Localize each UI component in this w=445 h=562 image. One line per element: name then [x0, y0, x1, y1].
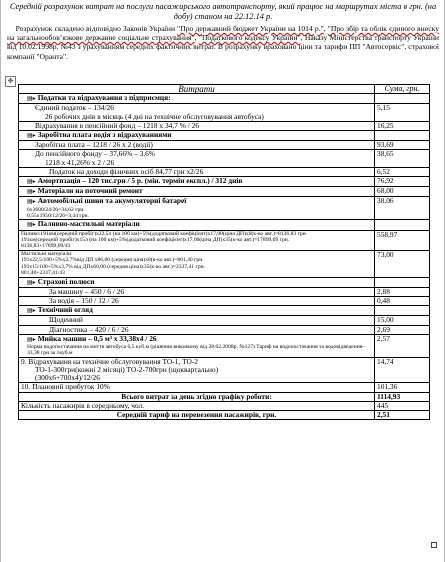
- intro-sep-1: ,: [323, 24, 328, 33]
- row-label: За водія – 150 / 12 / 26: [49, 295, 119, 305]
- list-icon: ▤▸: [27, 188, 36, 196]
- table-row: [19, 230, 430, 250]
- table-row: [19, 187, 430, 197]
- end-marker: [431, 542, 437, 548]
- row-label-cell: [19, 177, 375, 187]
- row-label: Матеріали на поточний ремонт: [37, 186, 143, 196]
- intro-text-2: , Наказу Міністерства транспорту України від 10.02.1998р. №43 з урахуванням середніх фактичних витрат. В розрахунку враховано ціни та тарифи ПП "Автосервіс", страхової компанії "Оранта".: [7, 33, 439, 61]
- row-detail: 801,40+2337,41/43: [21, 270, 65, 277]
- row-value-cell: [375, 131, 430, 141]
- row-value-cell: 38,06: [375, 197, 430, 220]
- row-label-cell: [19, 104, 375, 121]
- row-value-cell: 73,00: [375, 250, 430, 277]
- row-value-cell: 5,15: [375, 104, 430, 121]
- row-value-cell: [375, 277, 430, 287]
- row-label: Паливо:191км(середній пробіг)х22,5л (на 100 км)+5%(додатковий коефіцієнт)х17,00(ціна ДП)х8(к-ко авт.)=8136,83 грн.: [21, 230, 308, 237]
- list-icon: ▤▸: [27, 132, 36, 140]
- row-label: Єдиний податок – 134/26: [35, 103, 114, 113]
- row-value-cell: 2,69: [375, 325, 430, 334]
- row-label: Мийка машин – 0,5 м³ х 33,38х4 / 26: [37, 333, 157, 343]
- row-value-cell: 93,69: [375, 141, 430, 150]
- document-title: Середній розрахунок витрат на послуги пасажирського автотранспорту, який працює на маршрутах міста в грн. (на добу) станом на 22.12.14 р.: [9, 2, 437, 21]
- row-label: Щоденний: [49, 315, 83, 325]
- table-row: [19, 357, 430, 383]
- row-value-cell: 2,51: [375, 410, 430, 419]
- table-row: [19, 150, 430, 167]
- row-label: Середній тариф на перевезення пасажирів, грн.: [116, 409, 277, 419]
- move-handle-icon[interactable]: ✥: [5, 76, 16, 87]
- table-row: [19, 410, 430, 419]
- row-label: 10. Плановий прибуток 10%: [21, 382, 110, 392]
- row-label-cell: [19, 131, 375, 141]
- intro-law-budget: "Про державний бюджет України на 1014 р.": [177, 24, 324, 33]
- intro-tax-code: "Податкового кодексу України": [198, 33, 301, 43]
- row-label-cell: [19, 306, 375, 316]
- row-label: Діагностика – 420 / 6 / 26: [49, 324, 129, 334]
- row-detail: 26 робочих днів в місяць (4 дні на технічне обслуговування автобуса): [45, 111, 264, 121]
- list-icon: ▤▸: [27, 221, 36, 229]
- row-value-cell: 76,92: [375, 177, 430, 187]
- row-label: За машину – 450 / 6 / 26: [49, 286, 125, 296]
- row-label: Податок на доходи фізичних осіб 84,77 грн х2/26: [49, 166, 204, 176]
- expenses-table: [18, 84, 430, 420]
- intro-text-1: Розрахунок складено відповідно Законів України: [15, 24, 178, 33]
- row-value-cell: 14,74: [375, 357, 430, 383]
- row-label: Автомобільні шини та акумуляторні батареї: [37, 196, 187, 206]
- row-detail: 6х3600/24/26=34,62 грн.: [27, 206, 85, 213]
- row-label-cell: [19, 220, 375, 230]
- row-label: До пенсійного фонду – 37,66% – 3,6%: [35, 149, 155, 159]
- row-detail: 191х22,5/100+5%х3,7%від ДП х86,00 (середня ціна)х8(к-ко авт.)=801,40 грн.: [21, 257, 204, 264]
- row-detail: ТО-1-300грн(кожні 2 місяці) ТО-2-700грн (щоквартально): [35, 364, 219, 374]
- row-label-cell: [19, 334, 375, 357]
- row-detail: 1218 х 41,26% х 2 / 26: [45, 157, 115, 167]
- row-label: Відрахування в пенсійний фонд – 1218 х 34,7 % / 26: [35, 120, 200, 130]
- table-row: [19, 306, 430, 316]
- row-label: Заробітна плата – 1218 / 26 х 2 (водії): [35, 140, 153, 150]
- row-detail: (300х6+700х4)/12/26: [35, 373, 100, 383]
- row-value-cell: [375, 220, 430, 230]
- list-icon: ▤▸: [27, 307, 36, 315]
- list-icon: ▤▸: [27, 278, 36, 286]
- row-detail: 0,55х1950/12/26=3,44 грн.: [27, 213, 89, 220]
- row-label: Амортизація – 120 тис.грн / 5 р. (мін. термін експл.) / 312 днів: [37, 176, 243, 186]
- table-row: [19, 104, 430, 121]
- row-value-cell: 15,00: [375, 316, 430, 325]
- intro-sep-2: ,: [194, 33, 199, 43]
- row-detail: 191х15/100+5%х3,7% від ДПх60,00 (середня ціна)х35(к-ко авт.)=2337,41 грн.: [21, 263, 206, 270]
- row-label: Податки та відрахування з підприємця:: [37, 93, 171, 103]
- header-sum: Сума, грн.: [375, 85, 430, 94]
- row-value-cell: 38,65: [375, 150, 430, 167]
- row-label-cell: [19, 357, 375, 383]
- row-value-cell: 2,57: [375, 334, 430, 357]
- list-icon: ▤▸: [27, 95, 36, 103]
- table-row: [19, 250, 430, 277]
- row-value-cell: 558,97: [375, 230, 430, 250]
- row-label: Технічний огляд: [37, 305, 93, 315]
- intro-law-insurance: "Про збір та облік єдиного внеску на загальнообов’язкове державне соціальне страхування": [7, 24, 440, 43]
- intro-paragraph: [7, 24, 439, 61]
- row-label-cell: [19, 230, 375, 250]
- row-label-cell: [19, 187, 375, 197]
- row-label: Страхові полюси: [37, 276, 95, 286]
- header-expenses: Витрати: [19, 85, 375, 94]
- row-value-cell: 16,25: [375, 121, 430, 130]
- row-value-cell: 101,36: [375, 383, 430, 392]
- row-value-cell: [375, 94, 430, 104]
- row-label: Кількість пасажирів в середньому, чол.: [21, 400, 145, 410]
- row-label-cell: [19, 250, 375, 277]
- row-label-cell: [19, 150, 375, 167]
- list-icon: ▤▸: [27, 198, 36, 206]
- table-row: [19, 334, 430, 357]
- row-detail: Норма водопостачання на миття автобуса 0,5 куб.м (рішення виконкому від 28.02.2008р. №127) Тариф на водопостачання та водовідведення–33,38 грн за 1куб.м: [27, 343, 366, 357]
- row-label: Всього витрат за день згідно графіку роботи:: [121, 391, 272, 401]
- row-value-cell: 0,48: [375, 296, 430, 305]
- row-value-cell: 6,52: [375, 167, 430, 176]
- table-row: [19, 131, 430, 141]
- row-label: Мастильні матеріали:: [21, 250, 73, 257]
- list-icon: ▤▸: [27, 178, 36, 186]
- row-detail: 191км(середній пробіг)х15л (на 100 км)+5%(додатковий коефіцієнт)х17,00(ціна ДП)х35(к-ко авт.)=17899,09 грн.: [21, 237, 290, 244]
- list-icon: ▤▸: [27, 335, 36, 343]
- row-label-cell: [19, 277, 375, 287]
- row-value-cell: 445: [375, 401, 430, 410]
- row-label-cell: [19, 410, 375, 419]
- row-label: Заробітна плата водія з відрахуваннями: [37, 130, 172, 140]
- row-label: Паливно-мастильні матеріали: [37, 219, 140, 229]
- row-value-cell: 1114,93: [375, 392, 430, 401]
- row-detail: 8136,83+17899,09/43: [21, 243, 71, 250]
- row-label: 9. Відрахування на технічне обслуговування ТО-1, ТО-2: [21, 356, 198, 366]
- table-row: [19, 277, 430, 287]
- table-row: [19, 197, 430, 220]
- table-row: [19, 220, 430, 230]
- row-label-cell: [19, 197, 375, 220]
- row-value-cell: 68,00: [375, 187, 430, 197]
- row-value-cell: [375, 306, 430, 316]
- table-row: [19, 94, 430, 104]
- table-row: [19, 177, 430, 187]
- row-label-cell: [19, 94, 375, 104]
- row-value-cell: 2,88: [375, 287, 430, 296]
